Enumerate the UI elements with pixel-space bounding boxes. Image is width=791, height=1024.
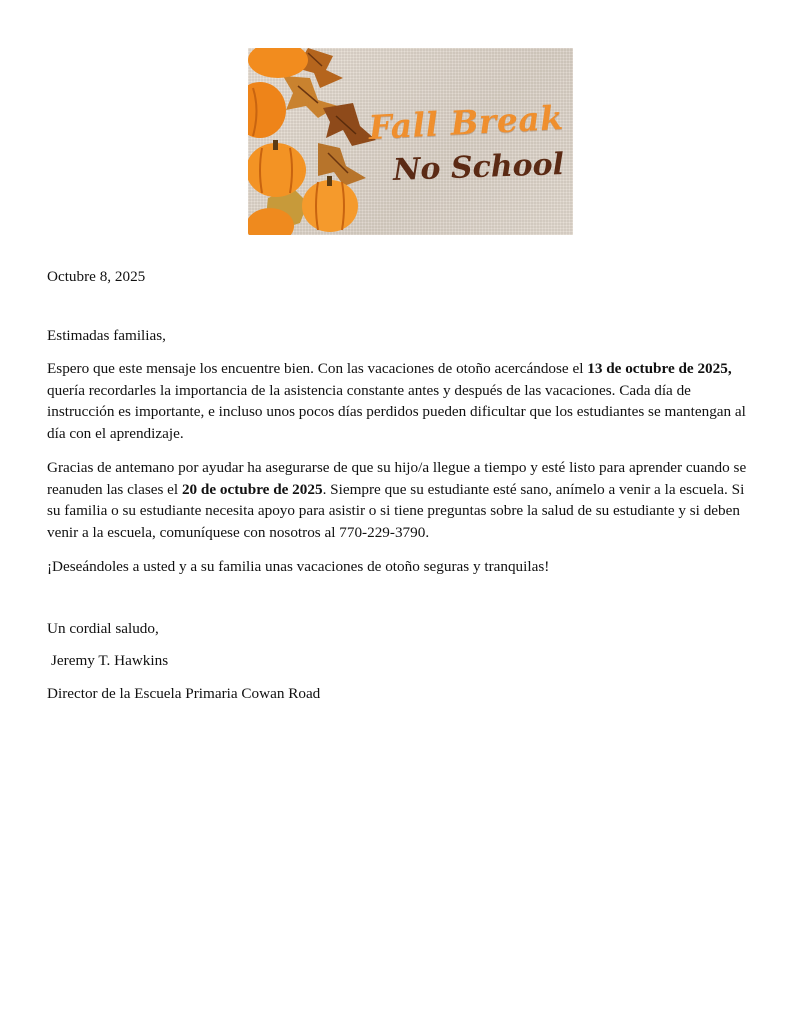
paragraph2-text-b: . Siempre que su estudiante esté sano, anímelo a venir a la escuela. Si su familia o su estudiante necesita apoyo para asistir o si tiene preguntas sobre la salud de su estudiante y si deben venir a la escuela, comuníquese con nosotros al 770-229-3790. [47, 480, 745, 541]
fall-break-banner [248, 48, 573, 235]
letter-closing: Un cordial saludo, [47, 619, 159, 637]
banner-subtitle: No School [392, 147, 565, 188]
pumpkins-leaves-illustration [248, 48, 378, 235]
fall-break-start-date: 13 de octubre de 2025, [587, 360, 732, 377]
paragraph1-text-a: Espero que este mensaje los encuentre bien. Con las vacaciones de otoño acercándose el [47, 360, 588, 377]
letter-greeting: Estimadas familias, [47, 326, 166, 344]
paragraph-return-to-school [47, 457, 747, 543]
pumpkins [248, 48, 358, 235]
paragraph-attendance-reminder [47, 358, 747, 444]
signer-title: Director de la Escuela Primaria Cowan Road [47, 684, 321, 702]
letter-body [47, 266, 747, 704]
paragraph2-text-a: Gracias de antemano por ayudar ha asegurarse de que su hijo/a llegue a tiempo y esté listo para aprender cuando se reanuden las clases el [47, 459, 747, 498]
banner-title: Fall Break [367, 97, 565, 148]
paragraph1-text-b: quería recordarles la importancia de la asistencia constante antes y después de las vacaciones. Cada día de instrucción es importante, e incluso unos pocos días perdidos pueden dificultar que los estudiantes se mantengan al día con el aprendizaje. [47, 381, 746, 442]
letter-date: Octubre 8, 2025 [47, 268, 146, 285]
classes-resume-date: 20 de octubre de 2025 [181, 480, 323, 498]
paragraph-well-wishes: ¡Deseándoles a usted y a su familia unas vacaciones de otoño seguras y tranquilas! [47, 558, 550, 575]
signer-name: Jeremy T. Hawkins [51, 652, 169, 669]
